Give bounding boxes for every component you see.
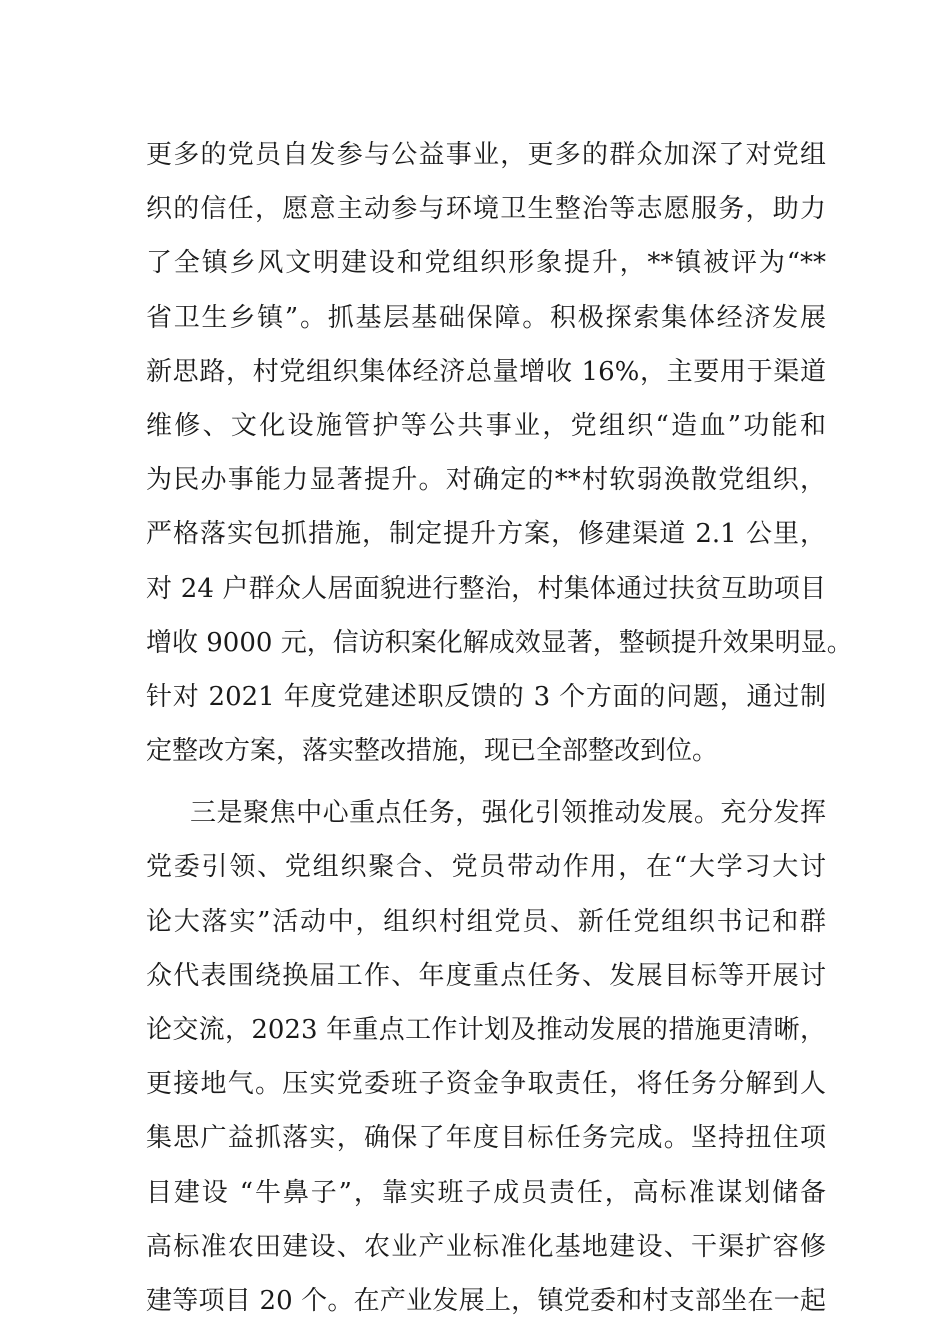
text-line: 对 24 户群众人居面貌进行整治，村集体通过扶贫互助项目 xyxy=(146,573,826,604)
text-line: 建等项目 20 个。在产业发展上，镇党委和村支部坐在一起 xyxy=(146,1285,826,1316)
text-line: 针对 2021 年度党建述职反馈的 3 个方面的问题，通过制 xyxy=(146,681,826,712)
text-line: 目建设 “牛鼻子”，靠实班子成员责任，高标准谋划储备 xyxy=(146,1177,826,1208)
text-line: 为民办事能力显著提升。对确定的**村软弱涣散党组织， xyxy=(146,465,826,496)
text-line: 严格落实包抓措施，制定提升方案，修建渠道 2.1 公里， xyxy=(146,519,826,550)
paragraph-2 xyxy=(146,786,826,1328)
text-line: 众代表围绕换届工作、年度重点任务、发展目标等开展讨 xyxy=(146,960,826,991)
text-line: 集思广益抓落实，确保了年度目标任务完成。坚持扭住项 xyxy=(146,1123,826,1154)
text-line: 了全镇乡风文明建设和党组织形象提升，**镇被评为“** xyxy=(146,248,826,279)
text-line: 增收 9000 元，信访积案化解成效显著，整顿提升效果明显。 xyxy=(146,627,853,658)
text-line: 更多的党员自发参与公益事业，更多的群众加深了对党组 xyxy=(146,140,826,170)
paragraph-1 xyxy=(146,128,853,778)
text-line: 论大落实”活动中，组织村组党员、新任党组织书记和群 xyxy=(146,906,826,937)
text-line: 维修、文化设施管护等公共事业，党组织“造血”功能和 xyxy=(146,410,826,441)
text-line: 三是聚焦中心重点任务，强化引领推动发展。充分发挥 xyxy=(190,798,826,829)
text-line: 论交流，2023 年重点工作计划及推动发展的措施更清晰， xyxy=(146,1015,826,1045)
text-line: 新思路，村党组织集体经济总量增收 16%，主要用于渠道 xyxy=(146,356,826,387)
text-line: 省卫生乡镇”。抓基层基础保障。积极探索集体经济发展 xyxy=(146,302,826,333)
paragraph-gap xyxy=(146,778,826,786)
text-line: 高标准农田建设、农业产业标准化基地建设、干渠扩容修 xyxy=(146,1231,826,1262)
text-line: 党委引领、党组织聚合、党员带动作用，在“大学习大讨 xyxy=(146,852,826,883)
text-line: 织的信任，愿意主动参与环境卫生整治等志愿服务，助力 xyxy=(146,194,826,225)
text-line: 定整改方案，落实整改措施，现已全部整改到位。 xyxy=(146,736,719,767)
text-line: 更接地气。压实党委班子资金争取责任，将任务分解到人 xyxy=(146,1069,826,1100)
body-text xyxy=(146,128,853,1328)
